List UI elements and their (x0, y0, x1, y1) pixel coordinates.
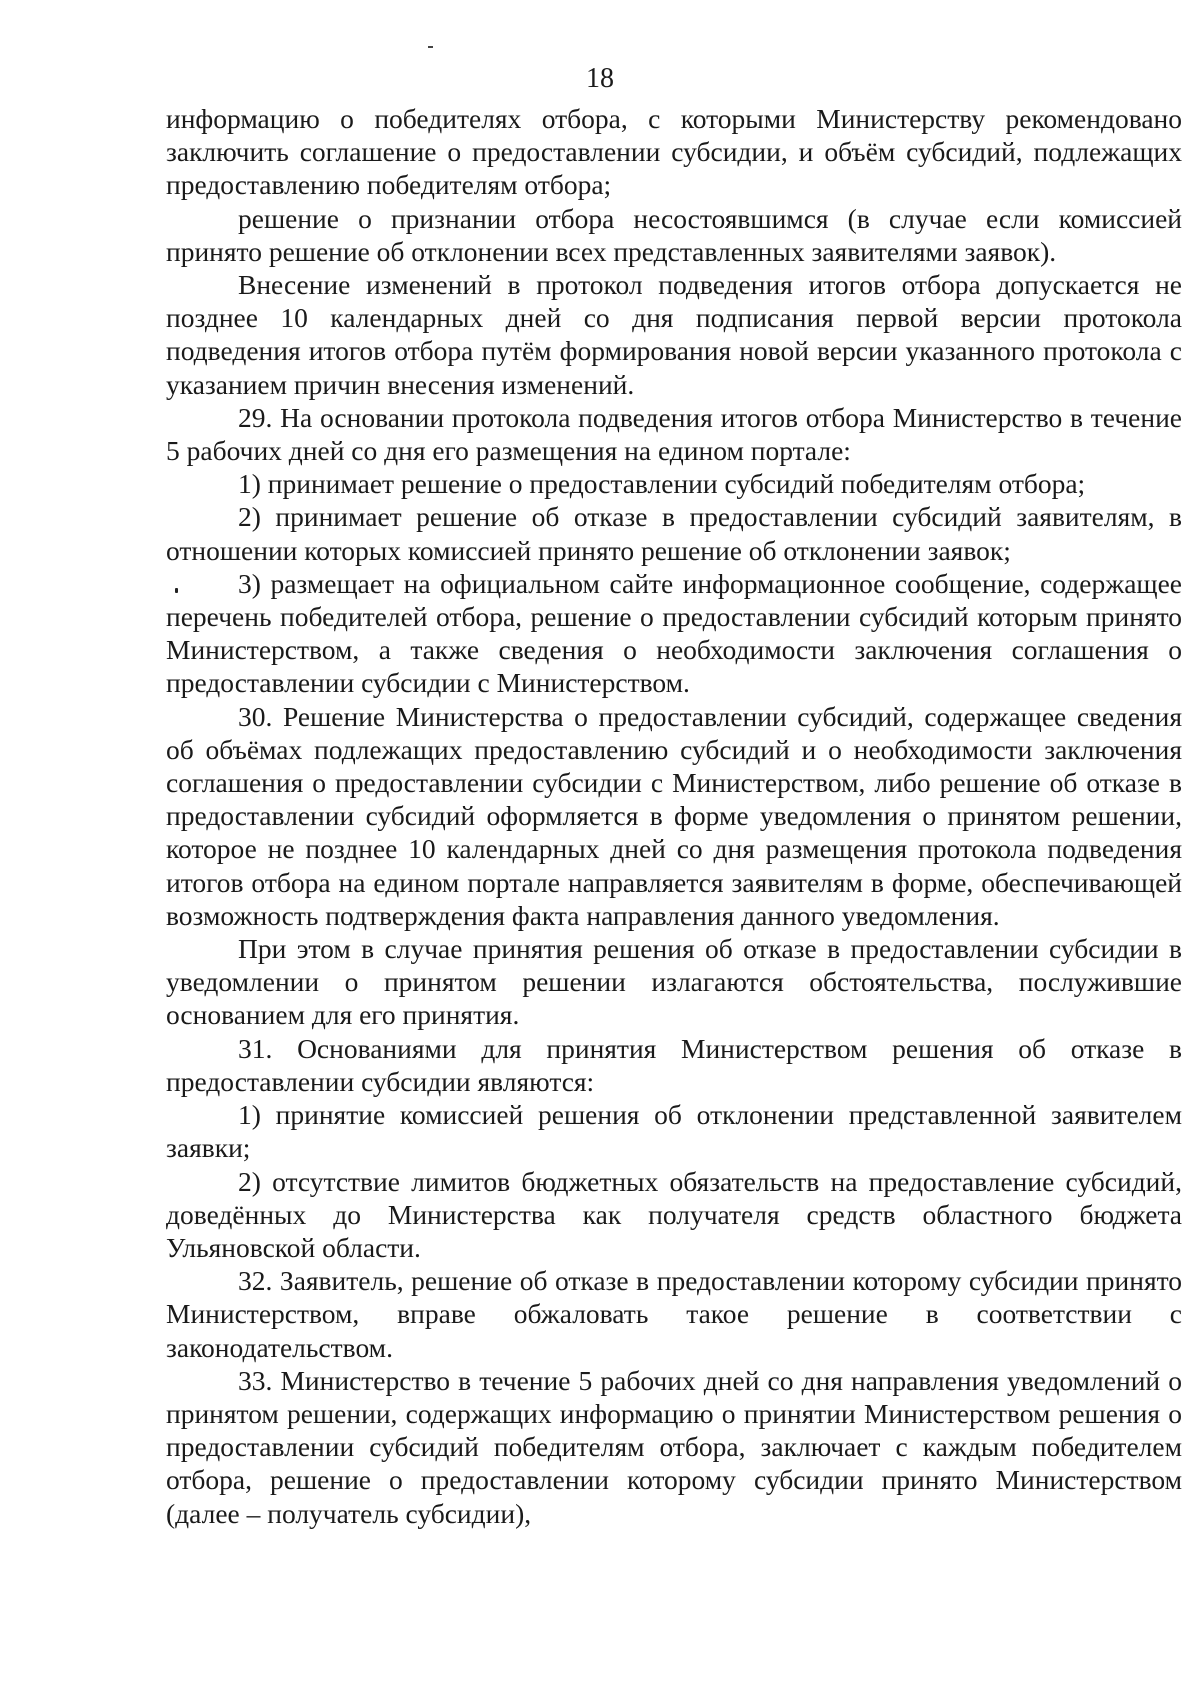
body-text (166, 102, 1182, 1530)
paragraph: 31. Основаниями для принятия Министерством решения об отказе в предоставлении субсидии являются: (166, 1032, 1182, 1097)
paragraph: 33. Министерство в течение 5 рабочих дней со дня направления уведомлений о принятом решении, содержащих информацию о принятии Министерством решения о предоставлении субсидий победителям отбора, заключает с каждым победителем отбора, решение о предоставлении которому субсидии принято Министерством (далее – получатель субсидии), (166, 1364, 1182, 1529)
paragraph: решение о признании отбора несостоявшимся (в случае если комиссией принято решение об отклонении всех представленных заявителями заявок). (166, 202, 1182, 267)
paragraph: 1) принимает решение о предоставлении субсидий победителям отбора; (238, 468, 1086, 500)
paragraph: информацию о победителях отбора, с которыми Министерству рекомендовано заключить соглашение о предоставлении субсидии, и объём субсидий, подлежащих предоставлению победителям отбора; (166, 103, 1182, 201)
paragraph: При этом в случае принятия решения об отказе в предоставлении субсидии в уведомлении о принятом решении излагаются обстоятельства, послужившие основанием для его принятия. (166, 933, 1182, 1031)
paragraph: 3) размещает на официальном сайте информационное сообщение, содержащее перечень победителей отбора, решение о предоставлении субсидий которым принято Министерством, а также сведения о необходимости заключения соглашения о предоставлении субсидии с Министерством. (166, 567, 1182, 699)
paragraph: 29. На основании протокола подведения итогов отбора Министерство в течение 5 рабочих дней со дня его размещения на едином портале: (166, 401, 1182, 467)
paragraph: Внесение изменений в протокол подведения итогов отбора допускается не позднее 10 календарных дней со дня подписания первой версии протокола подведения итогов отбора путём формирования новой версии указанного протокола с указанием причин внесения изменений. (166, 269, 1182, 400)
paragraph: 2) принимает решение об отказе в предоставлении субсидий заявителям, в отношении которых комиссией принято решение об отклонении заявок; (166, 501, 1182, 566)
paragraph: 1) принятие комиссией решения об отклонении представленной заявителем заявки; (166, 1099, 1182, 1164)
paragraph: 2) отсутствие лимитов бюджетных обязательств на предоставление субсидий, доведённых до Министерства как получателя средств областного бюджета Ульяновской области. (166, 1165, 1182, 1263)
scan-artifact-dash (428, 46, 433, 48)
paragraph: 32. Заявитель, решение об отказе в предоставлении которому субсидии принято Министерством, вправе обжаловать такое решение в соответствии с законодательством. (166, 1265, 1182, 1363)
page-number: 18 (586, 63, 614, 94)
paragraph: 30. Решение Министерства о предоставлении субсидий, содержащее сведения об объёмах подлежащих предоставлению субсидий и о необходимости заключения соглашения о предоставлении субсидии с Министерством, либо решение об отказе в предоставлении субсидий оформляется в форме уведомления о принятом решении, которое не позднее 10 календарных дней со дня размещения протокола подведения итогов отбора на едином портале направляется заявителям в форме, обеспечивающей возможность подтверждения факта направления данного уведомления. (166, 700, 1182, 931)
